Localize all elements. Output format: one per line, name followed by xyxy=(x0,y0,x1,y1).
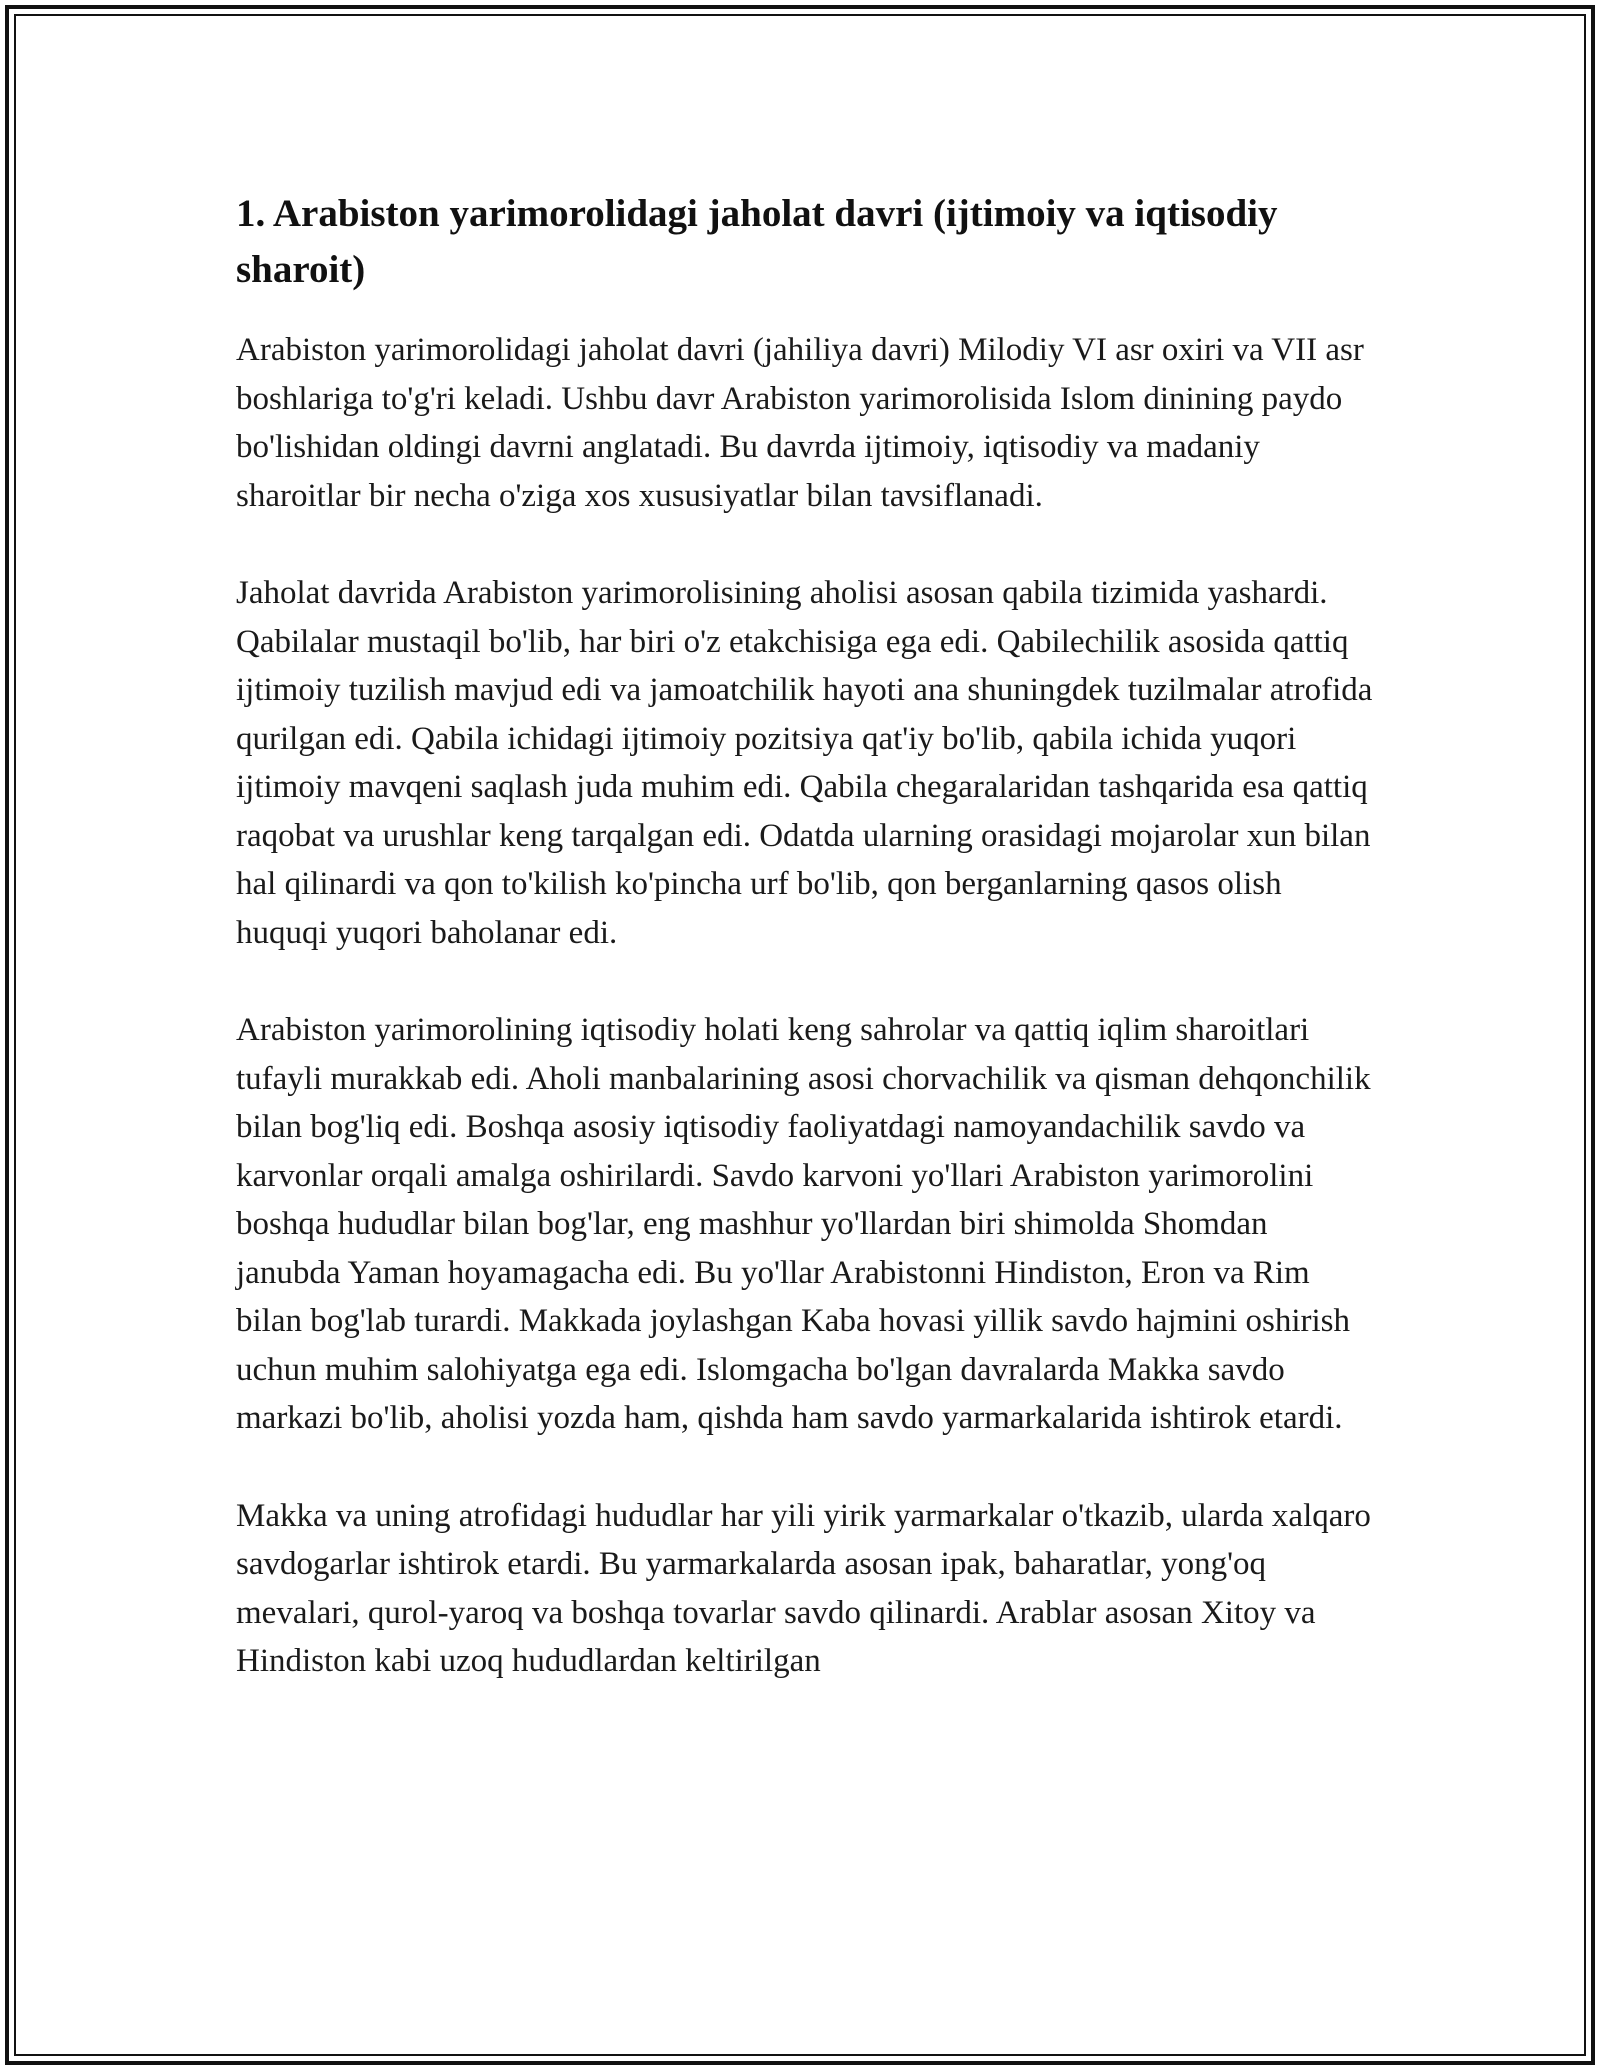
section-heading: 1. Arabiston yarimorolidagi jaholat davri (ijtimoiy va iqtisodiy sharoit) xyxy=(236,192,1278,291)
paragraph-social: Jaholat davrida Arabiston yarimorolisining aholisi asosan qabila tizimida yashardi. Qabilalar mustaqil bo'lib, har biri o'z etakchisiga ega edi. Qabilechilik asosida qattiq ijtimoiy tuzilish mavjud edi va jamoatchilik hayoti ana shuningdek tuzilmalar atrofida qurilgan edi. Qabila ichidagi ijtimoiy pozitsiya qat'iy bo'lib, qabila ichida yuqori ijtimoiy mavqeni saqlash juda muhim edi. Qabila chegaralaridan tashqarida esa qattiq raqobat va urushlar keng tarqalgan edi. Odatda ularning orasidagi mojarolar xun bilan hal qilinardi va qon to'kilish ko'pincha urf bo'lib, qon berganlarning qasos olish huquqi yuqori baholanar edi. xyxy=(236,575,1373,951)
paragraph-economic: Arabiston yarimorolining iqtisodiy holati keng sahrolar va qattiq iqlim sharoitlari tufayli murakkab edi. Aholi manbalarining asosi chorvachilik va qisman dehqonchilik bilan bog'liq edi. Boshqa asosiy iqtisodiy faoliyatdagi namoyandachilik savdo va karvonlar orqali amalga oshirilardi. Savdo karvoni yo'llari Arabiston yarimorolini boshqa hududlar bilan bog'lar, eng mashhur yo'llardan biri shimolda Shomdan janubda Yaman hoyamagacha edi. Bu yo'llar Arabistonni Hindiston, Eron va Rim bilan bog'lab turardi. Makkada joylashgan Kaba hovasi yillik savdo hajmini oshirish uchun muhim salohiyatga ega edi. Islomgacha bo'lgan davralarda Makka savdo markazi bo'lib, aholisi yozda ham, qishda ham savdo yarmarkalarida ishtirok etardi. xyxy=(236,1012,1371,1436)
paragraph-intro: Arabiston yarimorolidagi jaholat davri (jahiliya davri) Milodiy VI asr oxiri va VII asr boshlariga to'g'ri keladi. Ushbu davr Arabiston yarimorolisida Islom dinining paydo bo'lishidan oldingi davrni anglatadi. Bu davrda ijtimoiy, iqtisodiy va madaniy sharoitlar bir necha o'ziga xos xususiyatlar bilan tavsiflanadi. xyxy=(236,332,1364,514)
document-body xyxy=(236,186,1376,1735)
paragraph-fairs: Makka va uning atrofidagi hududlar har yili yirik yarmarkalar o'tkazib, ularda xalqaro savdogarlar ishtirok etardi. Bu yarmarkalarda asosan ipak, baharatlar, yong'oq mevalari, qurol-yaroq va boshqa tovarlar savdo qilinardi. Arablar asosan Xitoy va Hindiston kabi uzoq hududlardan keltirilgan xyxy=(236,1497,1371,1679)
